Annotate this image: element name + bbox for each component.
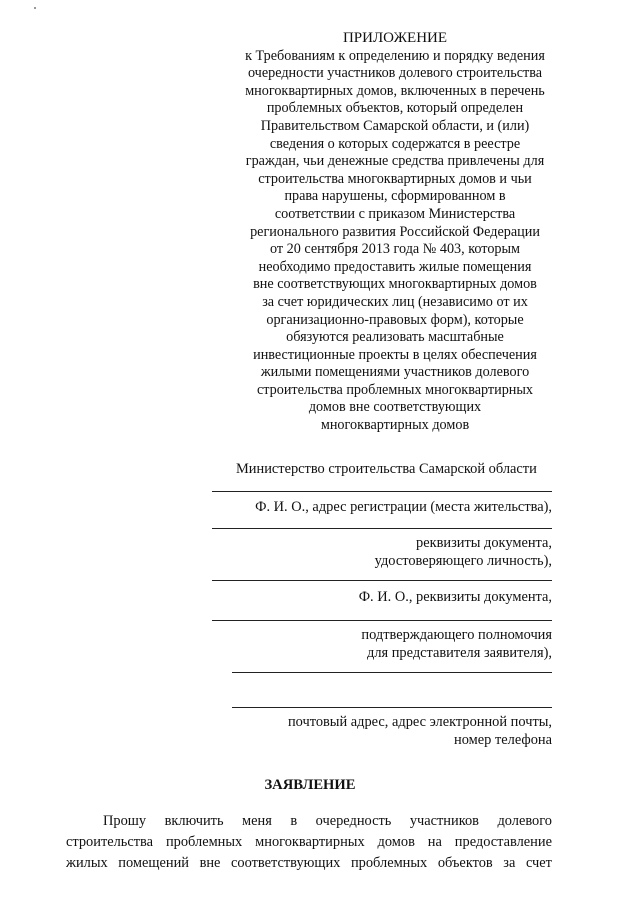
appendix-line: вне соответствующих многоквартирных домов [253,276,537,293]
appendix-line: обязуются реализовать масштабные [286,329,504,346]
authority-caption-1: подтверждающего полномочия [361,627,552,643]
fill-line-address-2 [232,707,552,708]
appendix-line: инвестиционные проекты в целях обеспечения [253,346,537,363]
statement-line-3 [66,853,552,874]
appendix-line: соответствии с приказом Министерства [274,205,516,222]
appendix-line: проблемных объектов, который определен [266,100,524,117]
statement-heading: ЗАЯВЛЕНИЕ [264,777,356,793]
statement-word: проблемных [165,834,243,850]
appendix-line: многоквартирных домов [320,417,470,434]
statement-word: проблемных [350,855,428,871]
appendix-line: домов вне соответствующих [308,399,482,416]
statement-word: объектов [437,855,493,871]
appendix-line: очередности участников долевого строительства [247,65,543,82]
appendix-line: права нарушены, сформированном в [284,188,506,205]
statement-body [66,811,552,874]
fill-line-representative [212,580,552,581]
appendix-line: сведения о которых содержатся в реестре [269,135,521,152]
appendix-line: организационно-правовых форм), которые [266,311,524,328]
statement-word: жилых [66,855,108,871]
statement-word: за [503,855,516,871]
appendix-line: жилыми помещениями участников долевого [260,364,530,381]
contact-caption-1: почтовый адрес, адрес электронной почты, [287,714,552,730]
appendix-lines [220,48,570,435]
statement-line-2 [66,832,552,853]
fill-line-document [212,528,552,529]
appendix-line: многоквартирных домов, включенных в перечень [245,82,545,99]
statement-word: в [290,813,298,829]
statement-word: счет [525,855,552,871]
appendix-line: граждан, чьи денежные средства привлечены для [245,153,545,170]
fill-line-address-1 [232,672,552,673]
statement-word: долевого [497,813,552,829]
appendix-line: Правительством Самарской области, и (или) [260,117,530,134]
statement-word: включить [164,813,224,829]
appendix-line: за счет юридических лиц (независимо от их [262,293,528,310]
statement-word: помещений [118,855,189,871]
statement-word: многоквартирных [255,834,365,850]
statement-word: домов [377,834,415,850]
fill-line-applicant [212,491,552,492]
scan-speck [34,7,36,9]
statement-word: предоставление [454,834,552,850]
statement-word: участников [409,813,479,829]
statement-word: вне [199,855,221,871]
contact-caption-2: номер телефона [454,732,552,748]
appendix-line: необходимо предоставить жилые помещения [258,258,532,275]
statement-word: на [427,834,442,850]
appendix-block [220,30,570,435]
statement-word: Прошу [103,813,147,829]
appendix-title: ПРИЛОЖЕНИЕ [342,30,448,46]
document-caption-2: удостоверяющего личность), [374,553,552,569]
appendix-line: от 20 сентября 2013 года № 403, которым [269,241,521,258]
applicant-fio-caption: Ф. И. О., адрес регистрации (места жительства), [255,499,552,515]
representative-fio-caption: Ф. И. О., реквизиты документа, [358,589,552,605]
document-caption-1: реквизиты документа, [416,535,552,551]
authority-caption-2: для представителя заявителя), [367,645,552,661]
statement-word: очередность [315,813,392,829]
appendix-line: строительства проблемных многоквартирных [256,381,534,398]
statement-word: меня [242,813,272,829]
appendix-line: к Требованиям к определению и порядку ведения [245,47,545,64]
statement-word: строительства [66,834,154,850]
statement-word: соответствующих [231,855,341,871]
appendix-line: строительства многоквартирных домов и чьи [258,170,532,187]
ministry-name: Министерство строительства Самарской области [236,461,537,477]
fill-line-authority [212,620,552,621]
statement-line-1 [66,811,552,832]
appendix-line: регионального развития Российской Федерации [250,223,540,240]
